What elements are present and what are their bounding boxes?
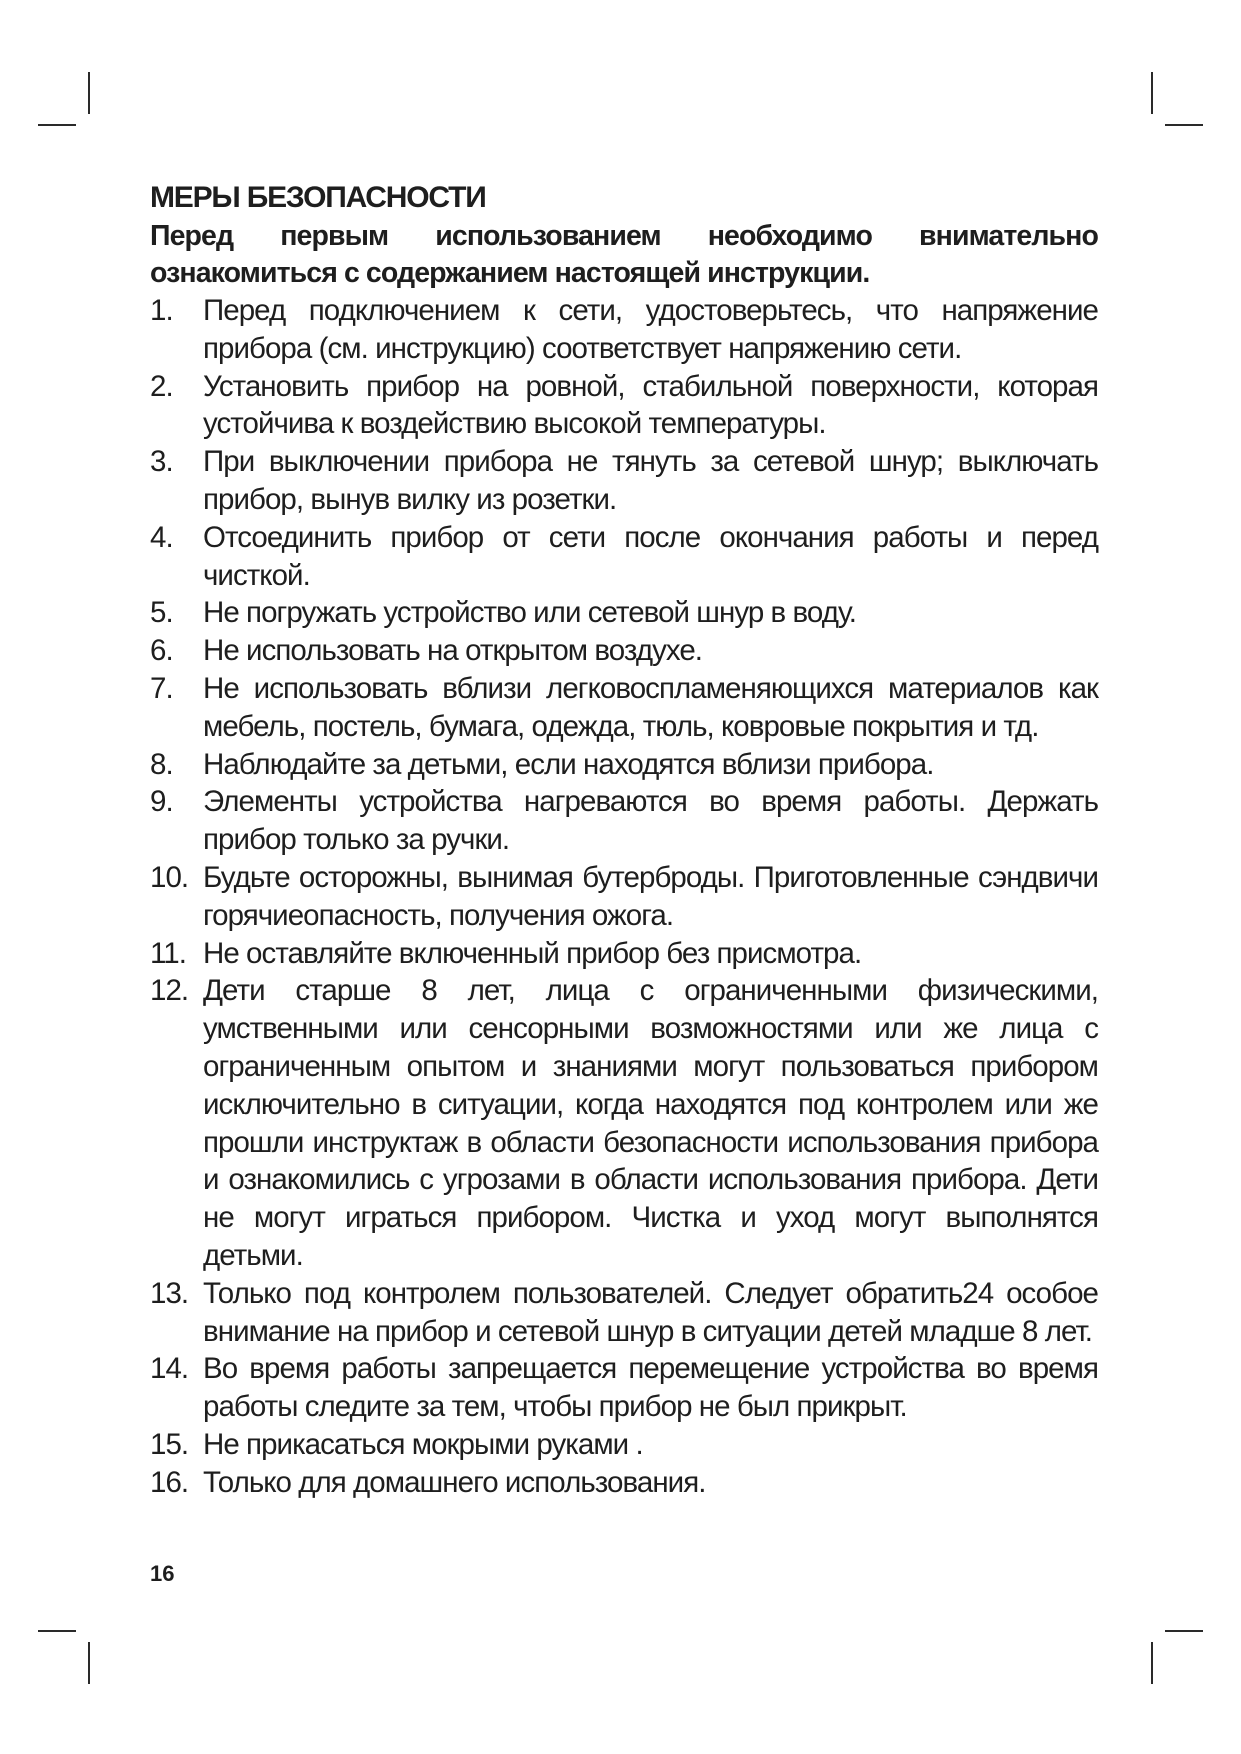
- safety-rule-item: [150, 443, 1098, 519]
- safety-section: [150, 178, 1098, 1502]
- rule-text: Отсоединить прибор от сети после окончания работы и перед чисткой.: [203, 520, 1098, 592]
- safety-rule-item: [150, 670, 1098, 746]
- rule-text: Только для домашнего использования.: [203, 1465, 706, 1499]
- safety-rule-item: [150, 935, 1098, 973]
- safety-rule-item: [150, 594, 1098, 632]
- rule-number: 8.: [150, 747, 173, 781]
- safety-rule-item: [150, 972, 1098, 1274]
- rule-text: Во время работы запрещается перемещение устройства во время работы следите за тем, чтобы прибор не был прикрыт.: [203, 1352, 1098, 1424]
- rule-number: 1.: [150, 294, 173, 327]
- rule-text: Установить прибор на ровной, стабильной поверхности, которая устойчива к воздействию высокой температуры.: [203, 369, 1098, 441]
- rule-number: 2.: [150, 369, 173, 403]
- crop-mark-bottom-right-vertical: [1151, 1642, 1153, 1684]
- rule-text: Не прикасаться мокрыми руками .: [203, 1427, 643, 1461]
- safety-rule-item: [150, 783, 1098, 859]
- page-number: 16: [150, 1561, 175, 1586]
- safety-rule-item: [150, 1350, 1098, 1426]
- rule-number: 16.: [150, 1465, 189, 1499]
- rule-number: 9.: [150, 785, 173, 819]
- crop-mark-bottom-left-horizontal: [38, 1630, 76, 1632]
- rule-number: 3.: [150, 445, 173, 479]
- rule-text: Наблюдайте за детьми, если находятся вблизи прибора.: [203, 747, 934, 781]
- rule-number: 14.: [150, 1352, 189, 1386]
- rule-text: Не использовать вблизи легковоспламеняющихся материалов как мебель, постель, бумага, одежда, тюль, ковровые покрытия и тд.: [203, 671, 1098, 743]
- rule-text: Не оставляйте включенный прибор без присмотра.: [203, 936, 862, 970]
- rule-text: Элементы устройства нагреваются во время работы. Держать прибор только за ручки.: [203, 785, 1098, 857]
- rule-number: 6.: [150, 634, 173, 668]
- safety-rule-item: [150, 1464, 1098, 1502]
- safety-rule-item: [150, 746, 1098, 784]
- rule-number: 10.: [150, 860, 189, 894]
- rule-text: Будьте осторожны, вынимая бутерброды. Приготовленные сэндвичи горячиеопасность, получения ожога.: [203, 860, 1098, 932]
- rule-number: 11.: [150, 936, 186, 970]
- rule-number: 5.: [150, 596, 173, 630]
- intro-paragraph: Перед первым использованием необходимо внимательно ознакомиться с содержанием настоящей инструкции.: [150, 220, 1098, 289]
- crop-mark-bottom-right-horizontal: [1165, 1630, 1203, 1632]
- rule-text: Не погружать устройство или сетевой шнур в воду.: [203, 596, 857, 630]
- rule-text: Только под контролем пользователей. Следует обратить24 особое внимание на прибор и сетевой шнур в ситуации детей младше 8 лет.: [203, 1276, 1098, 1348]
- rule-number: 12.: [150, 974, 189, 1008]
- rule-text: Дети старше 8 лет, лица с ограниченными физическими, умственными или сенсорными возможностями или же лица с ограниченным опытом и знаниями могут пользоваться прибором исключительно в ситуации, когда находятся под контролем или же прошли инструктаж в области безопасности использования прибора и ознакомились с угрозами в области использования прибора. Дети не могут играться прибором. Чистка и уход могут выполнятся детьми.: [203, 974, 1098, 1272]
- rule-number: 13.: [150, 1276, 189, 1310]
- crop-mark-top-left-vertical: [88, 72, 90, 114]
- safety-rule-item: [150, 368, 1098, 444]
- safety-rule-item: [150, 632, 1098, 670]
- crop-mark-bottom-left-vertical: [88, 1642, 90, 1684]
- crop-mark-top-right-horizontal: [1165, 124, 1203, 126]
- safety-rule-item: [150, 859, 1098, 935]
- rule-number: 4.: [150, 520, 173, 554]
- safety-rule-item: [150, 519, 1098, 595]
- crop-mark-top-left-horizontal: [38, 124, 76, 126]
- rule-text: Перед подключением к сети, удостоверьтесь, что напряжение прибора (см. инструкцию) соответствует напряжению сети.: [203, 294, 1098, 365]
- safety-rule-item: [150, 1426, 1098, 1464]
- safety-rules-list: [150, 292, 1098, 1502]
- rule-text: Не использовать на открытом воздухе.: [203, 634, 703, 668]
- crop-mark-top-right-vertical: [1151, 72, 1153, 114]
- rule-number: 7.: [150, 671, 173, 705]
- safety-rule-item: [150, 1275, 1098, 1351]
- rule-text: При выключении прибора не тянуть за сетевой шнур; выключать прибор, вынув вилку из розетки.: [203, 445, 1098, 516]
- rule-number: 15.: [150, 1427, 189, 1461]
- safety-rule-item: [150, 292, 1098, 368]
- section-title: МЕРЫ БЕЗОПАСНОСТИ: [150, 181, 486, 214]
